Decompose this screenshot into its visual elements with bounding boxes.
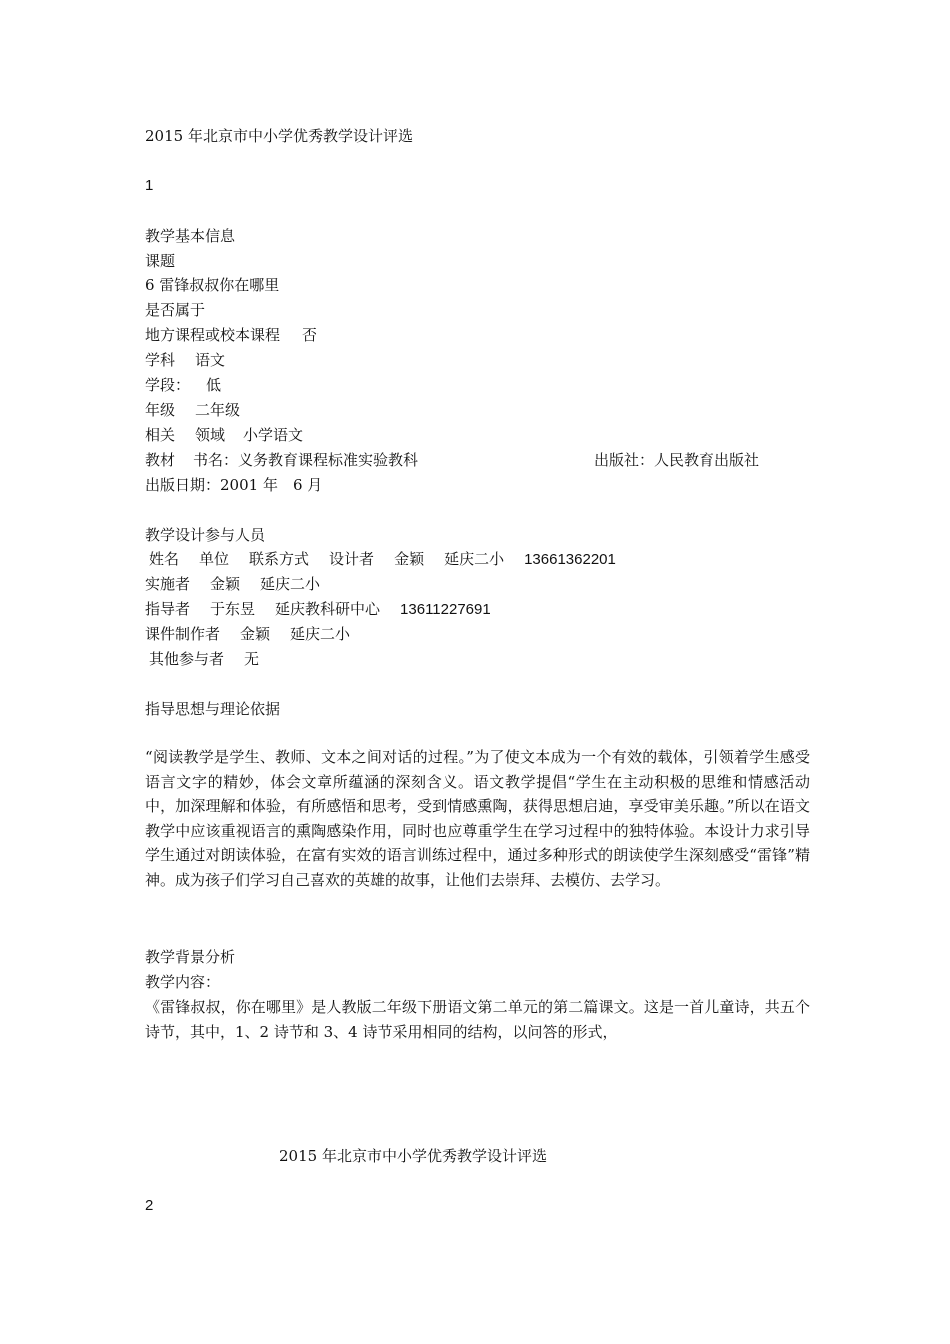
name-header: 姓名 [149, 550, 180, 568]
participant-unit: 延庆二小 [444, 550, 505, 568]
topic-value: 6 雷锋叔叔你在哪里 [145, 276, 280, 294]
participant-role: 设计者 [329, 550, 375, 568]
field-label-a: 相关 [145, 426, 176, 444]
section-heading: 教学背景分析 [145, 948, 236, 966]
page-number: 2 [145, 1197, 154, 1214]
grade-label: 年级 [145, 401, 176, 419]
page-number: 1 [145, 177, 154, 194]
participant-name: 于东昱 [210, 600, 256, 618]
book-name: 书名：义务教育课程标准实验教科 [193, 451, 419, 469]
participant-row [145, 574, 320, 594]
participant-role: 其他参与者 [149, 650, 225, 668]
subject-value: 语文 [195, 351, 226, 369]
page-header: 2015 年北京市中小学优秀教学设计评选 [279, 1147, 547, 1165]
section-heading: 教学基本信息 [145, 227, 236, 245]
contact-header: 联系方式 [249, 550, 310, 568]
section-heading: 指导思想与理论依据 [145, 700, 281, 718]
theory-paragraph: “阅读教学是学生、教师、文本之间对话的过程。”为了使文本成为一个有效的载体，引领着学生感受语言文字的精妙，体会文章所蕴涵的深刻含义。语文教学提倡“学生在主动积极的思维和情感活动中，加深理解和体验，有所感悟和思考，受到情感熏陶，获得思想启迪，享受审美乐趣。”所以在语文教学中应该重视语言的熏陶感染作用，同时也应尊重学生在学习过程中的独特体验。本设计力求引导学生通过对朗读体验，在富有实效的语言训练过程中，通过多种形式的朗读使学生深刻感受“雷锋”精神。成为孩子们学习自己喜欢的英雄的故事，让他们去崇拜、去模仿、去学习。 [145, 748, 810, 889]
participant-unit: 延庆二小 [290, 625, 351, 643]
grade-value: 二年级 [195, 401, 241, 419]
participant-name: 金颖 [394, 550, 425, 568]
participant-role: 实施者 [145, 575, 191, 593]
participant-row [149, 549, 616, 570]
field-row [145, 425, 303, 445]
publish-date: 出版日期：2001 年 6 月 [145, 476, 323, 494]
participant-name: 金颖 [210, 575, 241, 593]
participant-role: 指导者 [145, 600, 191, 618]
material-row [145, 450, 418, 470]
field-value: 小学语文 [243, 426, 304, 444]
subject-row [145, 350, 225, 370]
participant-name: 金颖 [240, 625, 271, 643]
participant-row [145, 624, 350, 644]
topic-label: 课题 [145, 252, 176, 270]
subject-label: 学科 [145, 351, 176, 369]
local-course-value: 否 [302, 326, 318, 344]
content-label: 教学内容： [145, 973, 221, 991]
stage-label: 学段： [145, 376, 191, 394]
local-course-row [145, 325, 317, 345]
participant-phone: 13611227691 [400, 601, 491, 618]
local-course-label: 是否属于 [145, 301, 206, 319]
background-paragraph: 《雷锋叔叔，你在哪里》是人教版二年级下册语文第二单元的第二篇课文。这是一首儿童诗，共五个诗节，其中，1、2 诗节和 3、4 诗节采用相同的结构，以问答的形式， [145, 998, 810, 1041]
participant-row [149, 649, 259, 669]
stage-row [145, 375, 221, 395]
section-heading: 教学设计参与人员 [145, 526, 266, 544]
field-label-b: 领域 [195, 426, 226, 444]
grade-row [145, 400, 240, 420]
local-course-label-2: 地方课程或校本课程 [145, 326, 281, 344]
participant-unit: 延庆教科研中心 [275, 600, 381, 618]
participant-unit: 延庆二小 [260, 575, 321, 593]
participant-name: 无 [244, 650, 260, 668]
participant-phone: 13661362201 [524, 551, 616, 568]
publisher: 出版社：人民教育出版社 [594, 451, 760, 469]
participant-row [145, 599, 491, 620]
participant-role: 课件制作者 [145, 625, 221, 643]
stage-value: 低 [206, 376, 222, 394]
unit-header: 单位 [199, 550, 230, 568]
page-header: 2015 年北京市中小学优秀教学设计评选 [145, 127, 413, 145]
material-label: 教材 [145, 451, 176, 469]
